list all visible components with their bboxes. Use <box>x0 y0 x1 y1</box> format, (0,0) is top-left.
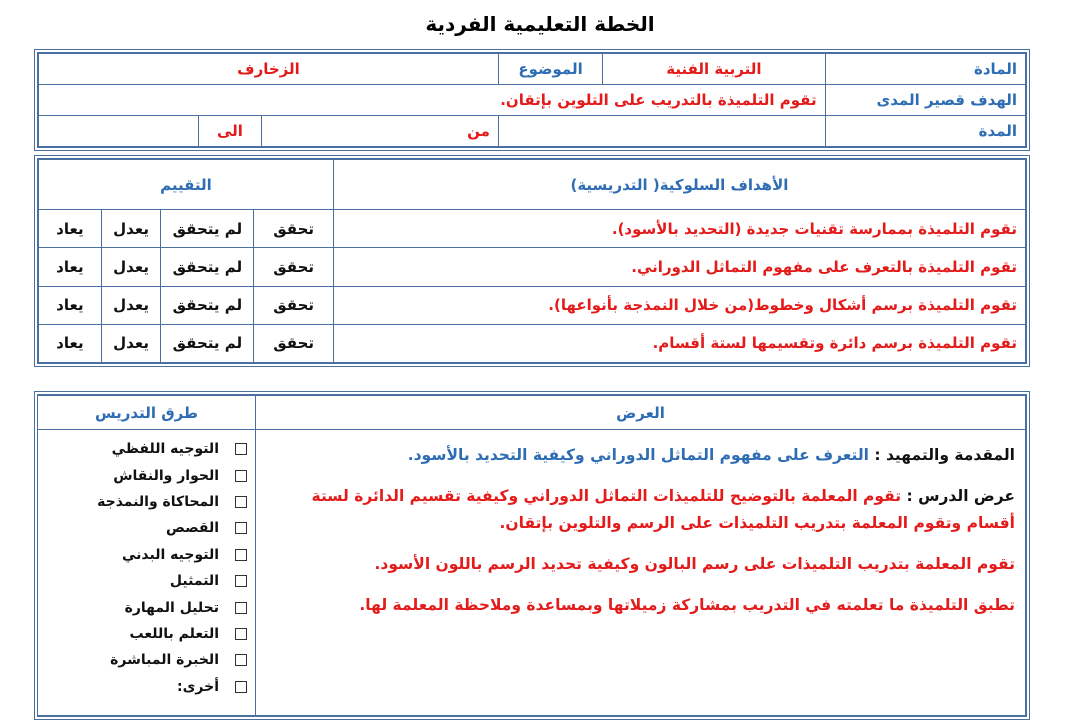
checkbox-icon[interactable] <box>235 628 247 640</box>
lesson-text: تقوم المعلمة بالتوضيح للتلميذات التماثل الدوراني وكيفية تقسيم الدائرة لستة أقسام وتقوم المعلمة بتدريب التلميذات على الرسم والتلوين بإتقان. <box>311 487 1015 532</box>
objective-item: تقوم التلميذة بممارسة تقنيات جديدة (التحديد بالأسود). <box>333 210 1025 248</box>
short-goal-value: تقوم التلميذة بالتدريب على التلوين بإتقان. <box>39 85 826 116</box>
evaluation-header: التقييم <box>39 160 334 210</box>
checkbox-icon[interactable] <box>235 549 247 561</box>
method-item[interactable]: الخبرة المباشرة <box>38 647 247 673</box>
lesson-paragraph <box>260 483 1015 537</box>
method-item[interactable]: القصص <box>38 515 247 541</box>
eval-not-achieved[interactable]: لم يتحقق <box>161 248 254 286</box>
objective-item: تقوم التلميذة برسم دائرة وتقسيمها لستة أقسام. <box>333 324 1025 362</box>
method-item[interactable]: التعلم باللعب <box>38 621 247 647</box>
methods-list <box>38 430 255 700</box>
duration-label: المدة <box>825 116 1025 147</box>
checkbox-icon[interactable] <box>235 654 247 666</box>
eval-not-achieved[interactable]: لم يتحقق <box>161 324 254 362</box>
eval-repeat[interactable]: يعاد <box>39 248 102 286</box>
page-title: الخطة التعليمية الفردية <box>425 12 655 36</box>
activity-paragraph: تقوم المعلمة بتدريب التلميذات على رسم البالون وكيفية تحديد الرسم باللون الأسود. <box>374 555 1015 573</box>
checkbox-icon[interactable] <box>235 496 247 508</box>
topic-value: الزخارف <box>39 54 499 85</box>
duration-from-value[interactable] <box>498 116 825 147</box>
intro-label: المقدمة والتمهيد : <box>874 446 1015 464</box>
eval-not-achieved[interactable]: لم يتحقق <box>161 210 254 248</box>
checkbox-icon[interactable] <box>235 681 247 693</box>
objectives-header: الأهداف السلوكية( التدريسية) <box>333 160 1025 210</box>
eval-modify[interactable]: يعدل <box>101 210 161 248</box>
short-goal-label: الهدف قصير المدى <box>825 85 1025 116</box>
application-paragraph: تطبق التلميذة ما تعلمته في التدريب بمشاركة زميلاتها وبمساعدة وملاحظة المعلمة لها. <box>359 596 1015 614</box>
eval-modify[interactable]: يعدل <box>101 324 161 362</box>
from-label: من <box>261 116 498 147</box>
method-item[interactable]: التوجيه البدني <box>38 542 247 568</box>
eval-achieved[interactable]: تحقق <box>254 286 333 324</box>
eval-modify[interactable]: يعدل <box>101 286 161 324</box>
method-item[interactable]: الحوار والنقاش <box>38 462 247 488</box>
eval-repeat[interactable]: يعاد <box>39 324 102 362</box>
eval-modify[interactable]: يعدل <box>101 248 161 286</box>
methods-header: طرق التدريس <box>38 396 256 430</box>
method-item[interactable]: تحليل المهارة <box>38 594 247 620</box>
header-table <box>34 49 1030 151</box>
eval-repeat[interactable]: يعاد <box>39 210 102 248</box>
presentation-header: العرض <box>256 396 1026 430</box>
method-item[interactable]: المحاكاة والنمذجة <box>38 489 247 515</box>
objective-item: تقوم التلميذة بالتعرف على مفهوم التماثل الدوراني. <box>333 248 1025 286</box>
eval-achieved[interactable]: تحقق <box>254 210 333 248</box>
duration-to-value[interactable] <box>39 116 199 147</box>
eval-not-achieved[interactable]: لم يتحقق <box>161 286 254 324</box>
intro-text: التعرف على مفهوم التماثل الدوراني وكيفية التحديد بالأسود. <box>407 446 869 464</box>
objective-item: تقوم التلميذة برسم أشكال وخطوط(من خلال النمذجة بأنواعها). <box>333 286 1025 324</box>
checkbox-icon[interactable] <box>235 602 247 614</box>
eval-achieved[interactable]: تحقق <box>254 248 333 286</box>
presentation-table <box>34 391 1030 720</box>
subject-value: التربية الفنية <box>603 54 825 85</box>
method-item[interactable]: التوجيه اللفظي <box>38 436 247 462</box>
methods-list-cell <box>38 430 256 716</box>
eval-repeat[interactable]: يعاد <box>39 286 102 324</box>
method-item[interactable]: التمثيل <box>38 568 247 594</box>
checkbox-icon[interactable] <box>235 443 247 455</box>
checkbox-icon[interactable] <box>235 470 247 482</box>
checkbox-icon[interactable] <box>235 522 247 534</box>
objectives-table <box>34 155 1030 367</box>
checkbox-icon[interactable] <box>235 575 247 587</box>
subject-label: المادة <box>825 54 1025 85</box>
topic-label: الموضوع <box>498 54 602 85</box>
eval-achieved[interactable]: تحقق <box>254 324 333 362</box>
presentation-body <box>256 430 1026 716</box>
intro-paragraph <box>260 442 1015 469</box>
lesson-label: عرض الدرس : <box>906 487 1015 505</box>
to-label: الى <box>199 116 261 147</box>
method-item[interactable]: أخرى: <box>38 674 247 700</box>
